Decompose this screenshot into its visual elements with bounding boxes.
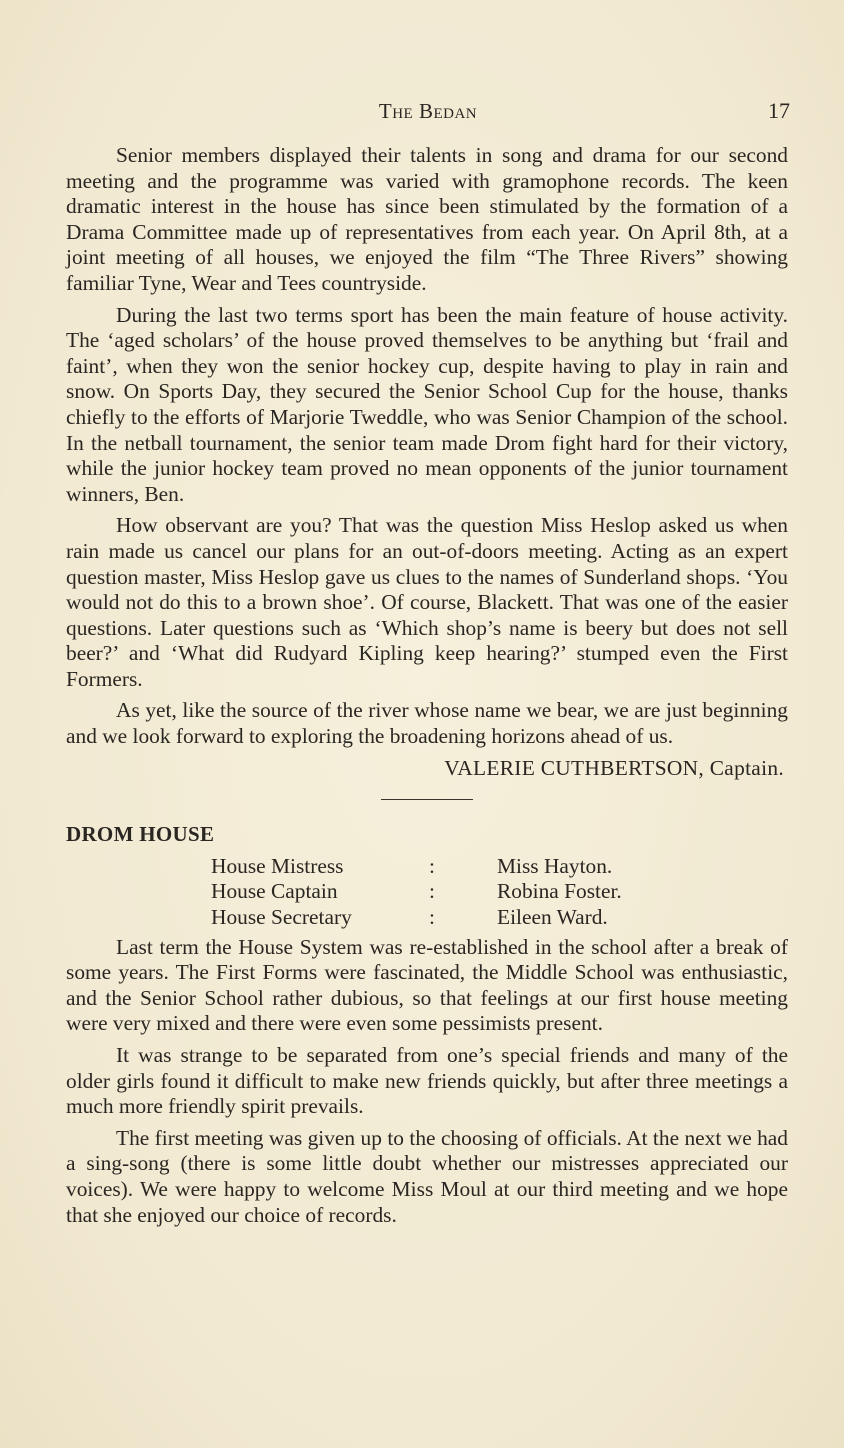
official-role: House Secretary [211,905,352,930]
official-row [211,905,622,931]
running-head [66,96,790,126]
paragraph: How observant are you? That was the question Miss Heslop asked us when rain made us cancel our plans for an out-of-doors meeting. Acting as an expert question master, Miss Heslop gave us clues to the names of Sunderland shops. ‘You would not do this to a brown shoe’. Of course, Blackett. That was one of the easier questions. Later questions such as ‘Which shop’s name is beery but does not sell beer?’ and ‘What did Rudyard Kipling keep hearing?’ stumped even the First Formers. [66,513,788,691]
officials-list [211,854,622,931]
official-separator: : [429,879,435,904]
paragraph: As yet, like the source of the river whose name we bear, we are just beginning and we look forward to exploring the broadening horizons ahead of us. [66,698,788,749]
paragraph: During the last two terms sport has been the main feature of house activity. The ‘aged scholars’ of the house proved themselves to be anything but ‘frail and faint’, when they won the senior hockey cup, despite having to play in rain and snow. On Sports Day, they secured the Senior School Cup for the house, thanks chiefly to the efforts of Marjorie Tweddle, who was Senior Champion of the school. In the netball tournament, the senior team made Drom fight hard for their victory, while the junior hockey team proved no mean opponents of the junior tournament winners, Ben. [66,302,788,506]
official-row [211,879,622,905]
running-title: The Bedan [378,99,478,123]
section-divider [381,799,473,800]
official-role: House Captain [211,879,338,904]
paragraph: Senior members displayed their talents in song and drama for our second meeting and the programme was varied with gramophone records. The keen dramatic interest in the house has since been stimulated by the formation of a Drama Committee made up of representatives from each year. On April 8th, at a joint meeting of all houses, we enjoyed the film “The Three Rivers” showing familiar Tyne, Wear and Tees countryside. [66,143,788,295]
article-body [66,143,788,1234]
official-role: House Mistress [211,853,344,878]
official-name: Miss Hayton. [497,853,613,878]
official-separator: : [429,853,435,878]
official-name: Robina Foster. [497,879,622,904]
signature: VALERIE CUTHBERTSON, Captain. [444,755,784,780]
paragraph: Last term the House System was re-established in the school after a break of some years. The First Forms were fascinated, the Middle School was enthusiastic, and the Senior School rather dubious, so that feelings at our first house meeting were very mixed and there were even some pessimists present. [66,934,788,1036]
official-separator: : [429,905,435,930]
paragraph: It was strange to be separated from one’s special friends and many of the older girls found it difficult to make new friends quickly, but after three meetings a much more friendly spirit prevails. [66,1043,788,1119]
page-number: 17 [768,98,790,123]
official-name: Eileen Ward. [497,905,608,930]
paragraph: The first meeting was given up to the choosing of officials. At the next we had a sing-song (there is some little doubt whether our mistresses appreciated our voices). We were happy to welcome Miss Moul at our third meeting and we hope that she enjoyed our choice of records. [66,1125,788,1227]
official-row [211,854,622,880]
section-heading: DROM HOUSE [66,822,215,847]
